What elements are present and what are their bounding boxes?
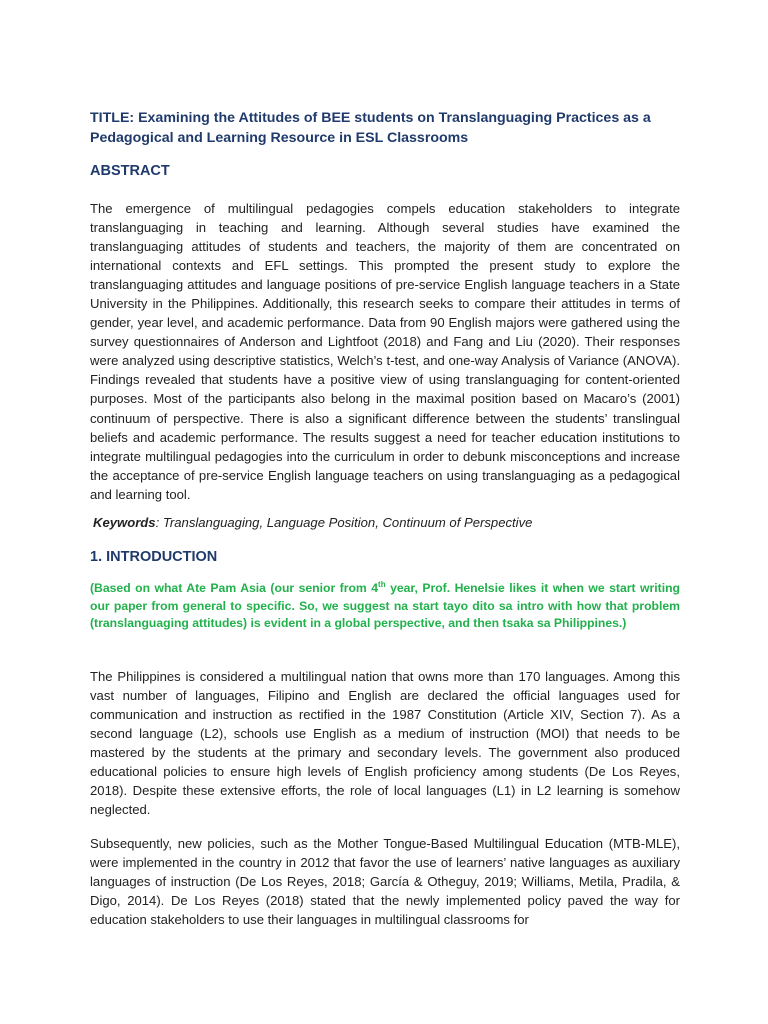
note-superscript: th xyxy=(378,579,386,589)
note-text-after: year, Prof. Henelsie likes it when we start writing our paper from general to specific. So, we suggest na start tayo dito sa intro with how that problem (translanguaging attitudes) is evident in a global perspective, and then tsaka sa Philippines.) xyxy=(90,581,680,630)
paper-title: TITLE: Examining the Attitudes of BEE students on Translanguaging Practices as a Pedagogical and Learning Resource in ESL Classrooms xyxy=(90,110,651,146)
keywords-label: Keywords xyxy=(93,515,156,530)
keywords-line xyxy=(93,515,532,530)
abstract-heading: ABSTRACT xyxy=(90,163,170,179)
reviewer-note xyxy=(90,580,680,633)
note-text-before: (Based on what Ate Pam Asia (our senior from 4 xyxy=(90,581,379,595)
introduction-heading: 1. INTRODUCTION xyxy=(90,549,218,565)
keywords-text: : Translanguaging, Language Position, Continuum of Perspective xyxy=(155,515,533,530)
intro-paragraph-1: The Philippines is considered a multilingual nation that owns more than 170 languages. Among this vast number of languages, Filipino and English are declared the official languages used for communication and instruction as rectified in the 1987 Constitution (Article XIV, Section 7). As a second language (L2), schools use English as a medium of instruction (MOI) that needs to be mastered by the students at the primary and secondary levels. The government also produced educational policies to ensure high levels of English proficiency among students (De Los Reyes, 2018). Despite these extensive efforts, the role of local languages (L1) in L2 learning is somehow neglected. xyxy=(90,669,680,818)
abstract-text: The emergence of multilingual pedagogies compels education stakeholders to integrate translanguaging in teaching and learning. Although several studies have examined the translanguaging attitudes of students and teachers, the majority of them are concentrated on international contexts and EFL settings. This prompted the present study to explore the translanguaging attitudes and language positions of pre-service English language teachers in a State University in the Philippines. Additionally, this research seeks to compare their attitudes in terms of gender, year level, and academic performance. Data from 90 English majors were gathered using the survey questionnaires of Anderson and Lightfoot (2018) and Fang and Liu (2020). Their responses were analyzed using descriptive statistics, Welch’s t-test, and one-way Analysis of Variance (ANOVA). Findings revealed that students have a positive view of using translanguaging for content-oriented purposes. Most of the participants also belong in the maximal position based on Macaro’s (2001) continuum of perspective. There is also a significant difference between the students’ translingual beliefs and academic performance. The results suggest a need for teacher education institutions to integrate multilingual pedagogies into the curriculum in order to debunk misconceptions and increase the acceptance of pre-service English language teachers on using translanguaging as a pedagogical and learning tool. xyxy=(90,201,680,502)
intro-paragraph-2: Subsequently, new policies, such as the Mother Tongue-Based Multilingual Education (MTB-MLE), were implemented in the country in 2012 that favor the use of learners’ native languages as auxiliary languages of instruction (De Los Reyes, 2018; García & Otheguy, 2019; Williams, Metila, Pradila, & Digo, 2014). De Los Reyes (2018) stated that the newly implemented policy paved the way for education stakeholders to use their languages in multilingual classrooms for xyxy=(90,836,680,928)
